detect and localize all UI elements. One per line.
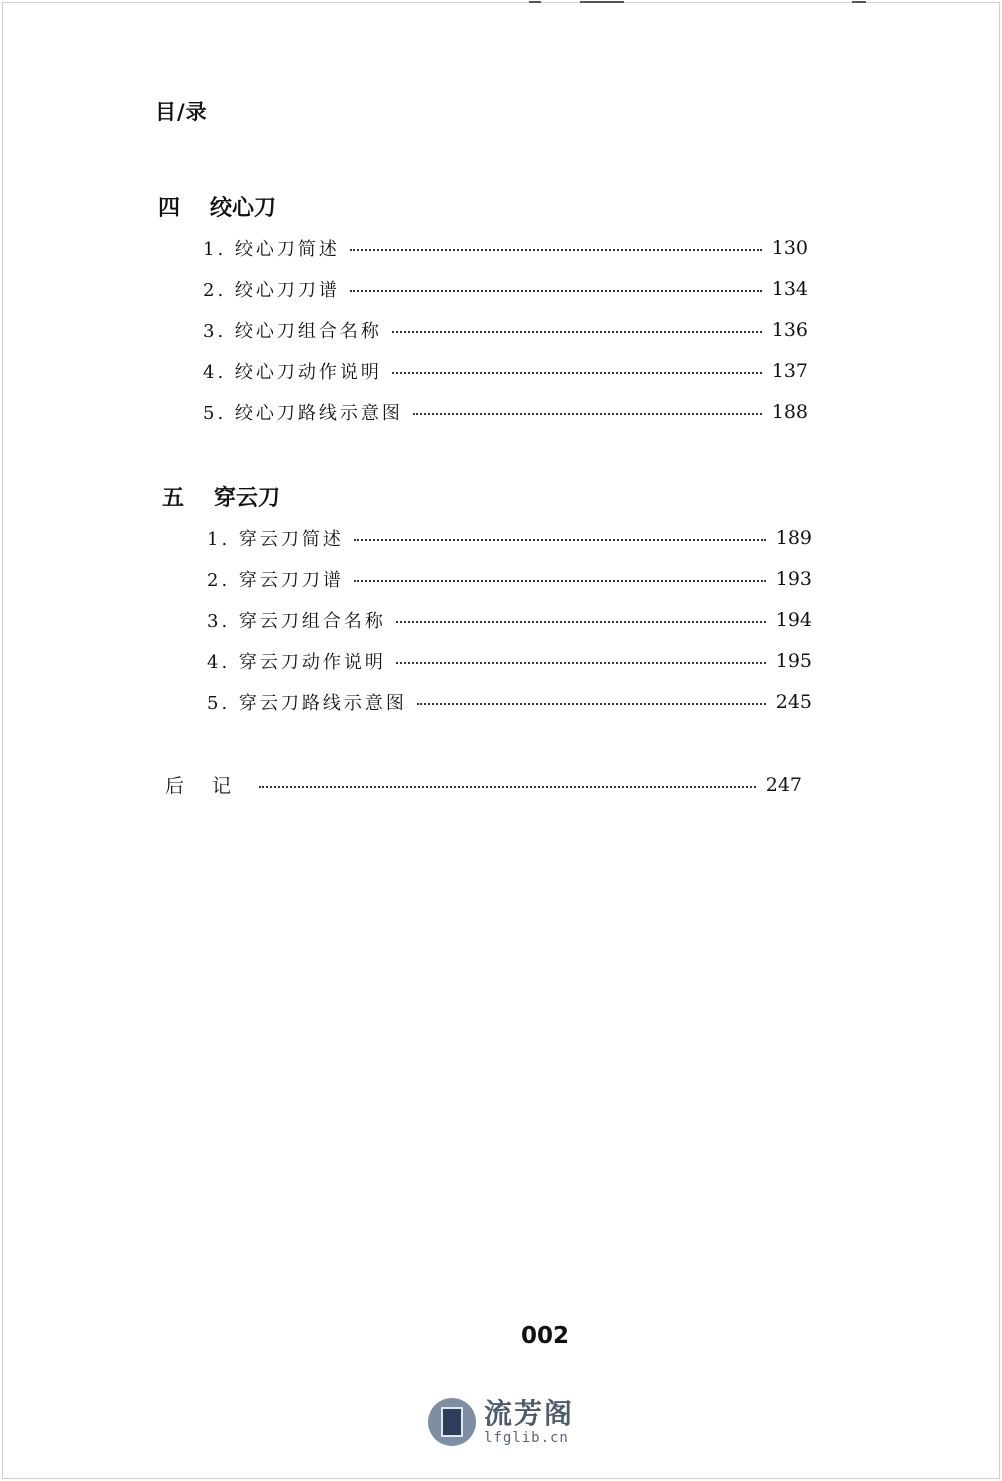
chapter-heading: [158, 191, 808, 221]
dot-leader: [413, 413, 762, 415]
toc-entry-page: 136: [771, 318, 808, 341]
toc-entry-label: 5. 绞心刀路线示意图: [203, 402, 403, 424]
toc-entry[interactable]: [207, 640, 812, 681]
toc-entry[interactable]: [207, 681, 812, 722]
watermark-name: 流芳阁: [484, 1397, 575, 1430]
toc-entries: [203, 227, 808, 432]
scan-mark: [852, 1, 866, 3]
toc-entry[interactable]: [203, 268, 808, 309]
toc-entry-label: 3. 穿云刀组合名称: [207, 610, 386, 632]
toc-entry[interactable]: [203, 391, 808, 432]
chapter-title: 绞心刀: [210, 195, 277, 221]
dot-leader: [392, 331, 762, 333]
chapter-title: 穿云刀: [214, 485, 281, 511]
toc-entry-label: 1. 穿云刀简述: [207, 528, 344, 550]
watermark-text: [484, 1398, 574, 1446]
dot-leader: [354, 539, 766, 541]
toc-entry-page: 188: [771, 400, 808, 423]
chapter-number: 五: [162, 485, 185, 511]
toc-entry-page: 245: [775, 690, 812, 713]
chapter-5: [162, 481, 812, 722]
dot-leader: [350, 249, 762, 251]
toc-entry-label: 1. 绞心刀简述: [203, 238, 340, 260]
toc-entry[interactable]: [207, 599, 812, 640]
toc-entry-label: 2. 穿云刀刀谱: [207, 569, 344, 591]
toc-entry-page: 137: [771, 359, 808, 382]
toc-entry[interactable]: [207, 517, 812, 558]
chapter-4: [158, 191, 808, 432]
dot-leader: [417, 703, 766, 705]
dot-leader: [396, 621, 766, 623]
toc-entry[interactable]: [203, 350, 808, 391]
toc-entry-page: 195: [775, 649, 812, 672]
toc-entry-page: 247: [765, 773, 802, 796]
toc-entry-page: 194: [775, 608, 812, 631]
toc-entry-label: 5. 穿云刀路线示意图: [207, 692, 407, 714]
toc-entry-page: 189: [775, 526, 812, 549]
chapter-heading: [162, 481, 812, 511]
toc-entry-page: 130: [771, 236, 808, 259]
toc-entry-label: 4. 绞心刀动作说明: [203, 361, 382, 383]
toc-entry-page: 193: [775, 567, 812, 590]
toc-entry-page: 134: [771, 277, 808, 300]
chapter-number: 四: [158, 195, 181, 221]
toc-entry-afterword[interactable]: [165, 764, 802, 805]
toc-entry-label: 3. 绞心刀组合名称: [203, 320, 382, 342]
toc-entry[interactable]: [203, 227, 808, 268]
toc-entry-label: 后记: [165, 775, 260, 797]
page-number: 002: [520, 1323, 569, 1349]
toc-entry-label: 2. 绞心刀刀谱: [203, 279, 340, 301]
scan-mark: [580, 1, 624, 3]
dot-leader: [350, 290, 762, 292]
running-head: 目/录: [155, 100, 208, 124]
toc-entry[interactable]: [203, 309, 808, 350]
toc-entry[interactable]: [207, 558, 812, 599]
scan-mark: [529, 1, 541, 3]
watermark-url: lfglib.cn: [484, 1430, 569, 1446]
dot-leader: [392, 372, 762, 374]
dot-leader: [354, 580, 766, 582]
watermark: [428, 1398, 574, 1446]
toc-entry-label: 4. 穿云刀动作说明: [207, 651, 386, 673]
toc-entries: [207, 517, 812, 722]
dot-leader: [396, 662, 766, 664]
book-icon: [428, 1398, 476, 1446]
dot-leader: [259, 786, 756, 788]
